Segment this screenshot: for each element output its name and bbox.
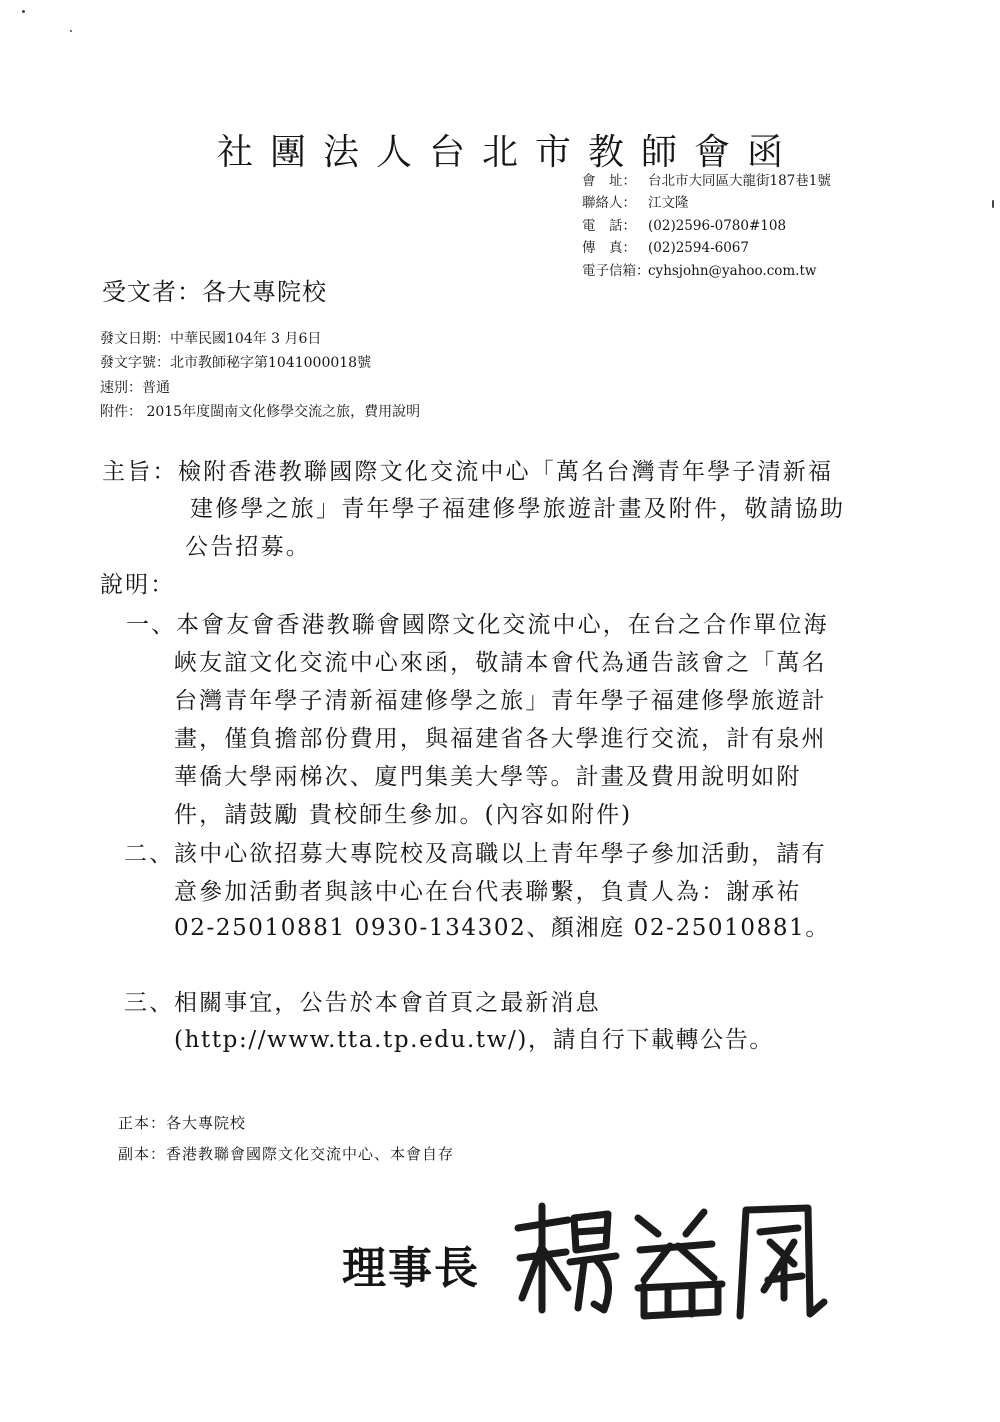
- signature-stamp: [508, 1198, 828, 1328]
- item-1-number: 一、: [126, 612, 177, 638]
- letter-title: 社團法人台北市教師會函: [216, 132, 800, 173]
- scan-speck: [992, 200, 994, 208]
- contact-fax-label: 傳 真：: [582, 240, 636, 256]
- item-3-number: 三、: [124, 990, 175, 1016]
- item-1-line: 華僑大學兩梯次、廈門集美大學等。計畫及費用說明如附: [174, 764, 802, 790]
- explanation-label: 說明：: [100, 572, 176, 598]
- contact-email: [582, 263, 816, 279]
- contact-person-label: 聯絡人：: [582, 195, 636, 211]
- urgency: 速別：普通: [100, 380, 170, 396]
- scan-speck: [70, 30, 72, 32]
- contact-email-label: 電子信箱：: [582, 263, 650, 279]
- contact-address-value: 台北市大同區大龍街187巷1號: [648, 173, 831, 189]
- subject-label: 主旨：: [102, 459, 178, 485]
- signature-strokes: [518, 1206, 824, 1316]
- contact-phone-label: 電 話：: [582, 218, 636, 234]
- contact-fax: [582, 240, 749, 256]
- contact-person: [582, 195, 689, 211]
- item-2-line: 該中心欲招募大專院校及高職以上青年學子參加活動，請有: [174, 841, 827, 867]
- item-2-number: 二、: [124, 841, 175, 867]
- item-1-line: 件，請鼓勵 貴校師生參加。(內容如附件): [174, 802, 633, 828]
- original-recipient: 正本：各大專院校: [118, 1114, 247, 1132]
- subject-line: 公告招募。: [185, 534, 311, 560]
- contact-address-label: 會 址：: [582, 173, 636, 189]
- contact-address: [582, 173, 831, 189]
- subject-line: 建修學之旅」青年學子福建修學旅遊計畫及附件，敬請協助: [190, 496, 846, 522]
- item-1-line: 本會友會香港教聯會國際文化交流中心，在台之合作單位海: [176, 612, 829, 638]
- contact-fax-value: (02)2594-6067: [648, 240, 749, 256]
- copy-recipient: 副本：香港教聯會國際文化交流中心、本會自存: [118, 1145, 455, 1163]
- item-2-line: 意參加活動者與該中心在台代表聯繫，負責人為：謝承祐: [174, 879, 802, 905]
- item-2-line: 02-25010881 0930-134302、顏湘庭 02-25010881。: [174, 915, 830, 941]
- item-1-line: 台灣青年學子清新福建修學之旅」青年學子福建修學旅遊計: [174, 688, 827, 714]
- issue-date: 發文日期：中華民國104年 3 月6日: [100, 331, 322, 347]
- chairman-title: 理事長: [342, 1243, 480, 1294]
- contact-person-value: 江文隆: [648, 195, 689, 211]
- item-3-line: (http://www.tta.tp.edu.tw/)，請自行下載轉公告。: [174, 1027, 774, 1053]
- attachment: 附件： 2015年度閩南文化修學交流之旅，費用說明: [100, 404, 421, 420]
- scan-speck: [22, 10, 25, 13]
- item-1-line: 峽友誼文化交流中心來函，敬請本會代為通告該會之「萬名: [174, 650, 827, 676]
- issue-number: 發文字號：北市教師秘字第1041000018號: [100, 355, 372, 371]
- contact-phone: [582, 218, 786, 234]
- contact-email-value: cyhsjohn@yahoo.com.tw: [648, 263, 817, 279]
- item-1-line: 畫，僅負擔部份費用，與福建省各大學進行交流，計有泉州: [174, 726, 827, 752]
- subject-line: 檢附香港教聯國際文化交流中心「萬名台灣青年學子清新福: [178, 459, 834, 485]
- item-3-line: 相關事宜，公告於本會首頁之最新消息: [174, 990, 601, 1016]
- contact-phone-value: (02)2596-0780#108: [648, 218, 787, 234]
- recipient: 受文者：各大專院校: [102, 278, 327, 306]
